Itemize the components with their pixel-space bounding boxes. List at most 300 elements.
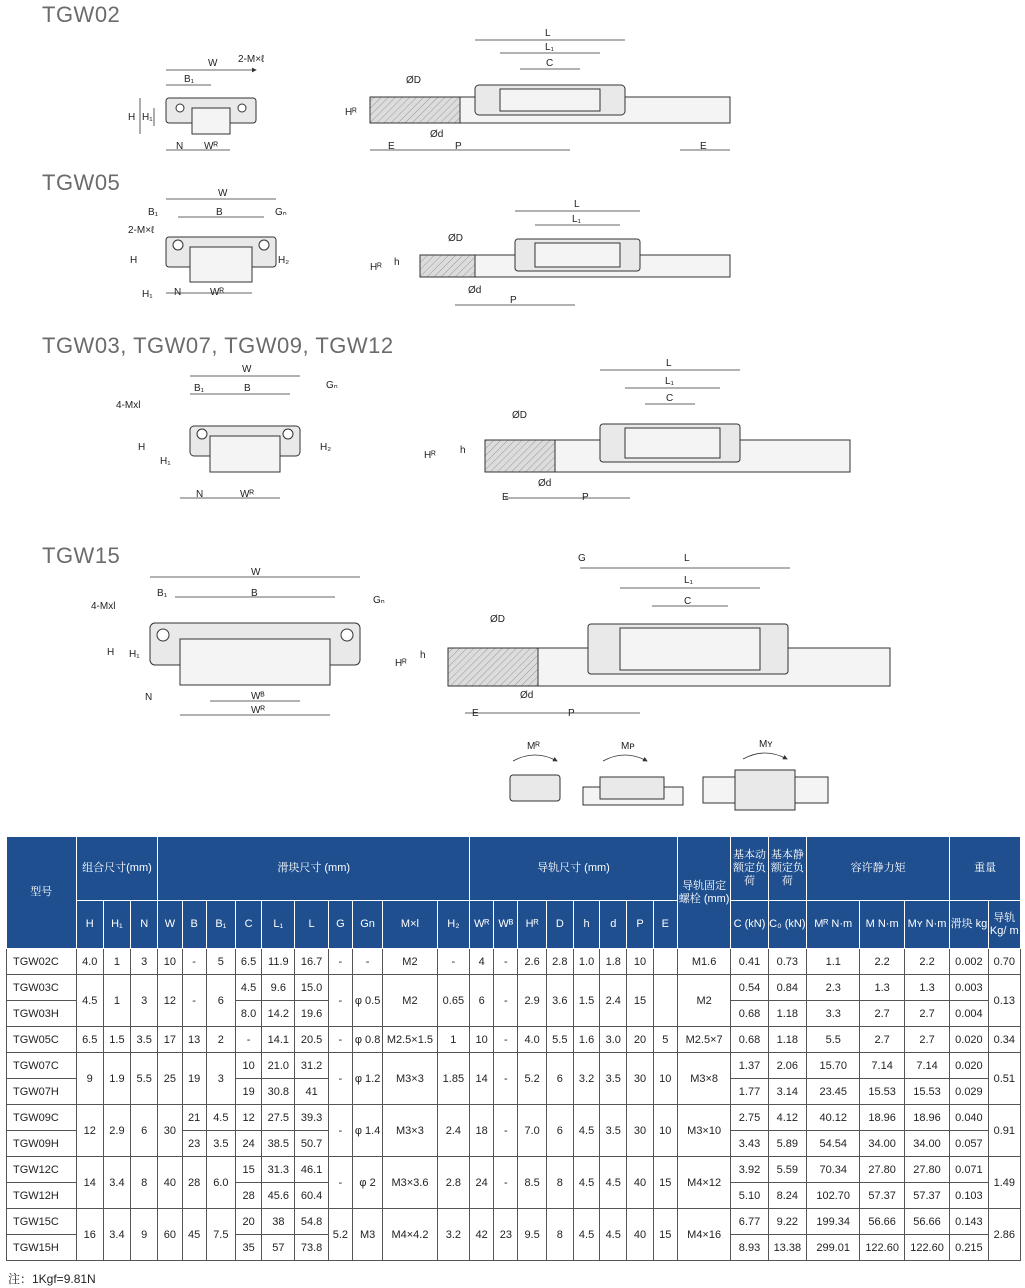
table-cell: 3.2 <box>437 1209 469 1261</box>
tgw03-B: B <box>244 383 251 394</box>
th-rail: 导轨尺寸 (mm) <box>470 837 678 901</box>
th-dyn: 基本动额定负荷 <box>731 837 768 901</box>
table-row <box>7 1027 1021 1053</box>
tgw15-N: N <box>145 692 153 703</box>
tgw05-side-L1: L₁ <box>572 214 581 225</box>
dim-H: H <box>128 112 136 123</box>
table-cell: 24 <box>235 1131 261 1157</box>
table-cell: M3×8 <box>677 1053 730 1105</box>
table-cell: 9.22 <box>768 1209 806 1235</box>
tgw03-side-HR: Hᴿ <box>424 450 436 461</box>
table-cell: 8 <box>546 1209 573 1261</box>
table-cell: 3.5 <box>600 1105 627 1157</box>
table-cell: 10 <box>653 1105 677 1157</box>
table-cell: 6 <box>546 1053 573 1105</box>
tgw03-WR: Wᴿ <box>240 489 254 500</box>
table-cell: 9.6 <box>262 975 295 1001</box>
table-cell: 0.54 <box>731 975 768 1001</box>
table-cell: 60 <box>158 1209 182 1261</box>
th-rail-kg: 导轨 Kg/ m <box>988 901 1020 949</box>
table-cell: 25 <box>158 1053 182 1105</box>
tgw05-front-drawing <box>120 185 300 310</box>
subheader-row <box>7 901 1021 949</box>
tgw15-side-L1: L₁ <box>684 575 693 586</box>
tgw05-side-drawing <box>360 195 740 315</box>
table-cell: 56.66 <box>860 1209 904 1235</box>
dim-W: W <box>208 58 218 69</box>
table-cell: 35 <box>235 1235 261 1261</box>
tgw15-side-drawing <box>390 548 900 723</box>
tgw15-H1: H₁ <box>129 649 140 660</box>
table-cell: 20.5 <box>295 1027 328 1053</box>
table-cell: φ 0.5 <box>352 975 382 1027</box>
table-cell: TGW05C <box>7 1027 77 1053</box>
table-cell: 21 <box>182 1105 206 1131</box>
tgw03-B1: B₁ <box>194 383 205 394</box>
table-cell: 40 <box>627 1157 653 1209</box>
tgw15-front-drawing <box>85 565 385 725</box>
table-cell: 2.7 <box>904 1027 949 1053</box>
table-cell: 21.0 <box>262 1053 295 1079</box>
table-cell: - <box>494 1053 518 1105</box>
table-cell: 40 <box>627 1209 653 1261</box>
table-cell: 28 <box>235 1183 261 1209</box>
th-moment: 容许静力矩 <box>807 837 950 901</box>
table-cell: 8.93 <box>731 1235 768 1261</box>
tgw03-side-h: h <box>460 445 466 456</box>
table-cell: 14.2 <box>262 1001 295 1027</box>
table-cell: 23 <box>494 1209 518 1261</box>
table-cell: 14 <box>470 1053 494 1105</box>
table-cell: 17 <box>158 1027 182 1053</box>
table-cell: 299.01 <box>807 1235 860 1261</box>
table-cell: 1.0 <box>573 949 599 975</box>
tgw15-side-L: L <box>684 553 690 564</box>
tgw15-side-HR: Hᴿ <box>395 658 407 669</box>
section-title-tgw03: TGW03, TGW07, TGW09, TGW12 <box>42 333 394 358</box>
table-cell: 54.8 <box>295 1209 328 1235</box>
table-row <box>7 1105 1021 1131</box>
tgw15-W: W <box>251 567 261 578</box>
table-cell: - <box>352 949 382 975</box>
table-cell: 20 <box>235 1209 261 1235</box>
th-Ck: C (kN) <box>731 901 768 949</box>
table-cell: 30.8 <box>262 1079 295 1105</box>
tgw15-side-E: E <box>472 708 479 719</box>
tgw05-H: H <box>130 255 138 266</box>
table-cell <box>653 975 677 1027</box>
table-cell: 70.34 <box>807 1157 860 1183</box>
table-cell: 40.12 <box>807 1105 860 1131</box>
table-cell: 15.53 <box>904 1079 949 1105</box>
table-cell: 12 <box>158 975 182 1027</box>
table-cell: φ 1.2 <box>352 1053 382 1105</box>
th-bolt: 导轨固定螺栓 (mm) <box>677 837 730 949</box>
table-cell: - <box>328 1053 352 1105</box>
table-cell: 14 <box>76 1157 103 1209</box>
tgw05-WR: Wᴿ <box>210 287 224 298</box>
table-cell: 12 <box>76 1105 103 1157</box>
table-cell: 0.020 <box>950 1027 988 1053</box>
table-cell: 3.0 <box>600 1027 627 1053</box>
table-cell: 5 <box>206 949 235 975</box>
table-row <box>7 1157 1021 1183</box>
dim-2Ml: 2-M×ℓ <box>238 54 265 65</box>
table-cell: 14.1 <box>262 1027 295 1053</box>
th-assembly: 组合尺寸(mm) <box>76 837 158 901</box>
table-cell: 3.92 <box>731 1157 768 1183</box>
table-cell: 4.5 <box>76 975 103 1027</box>
tgw05-side-L: L <box>574 199 580 210</box>
tgw05-side-D: ØD <box>448 233 463 244</box>
table-cell: 0.003 <box>950 975 988 1001</box>
table-cell: M3×3 <box>383 1053 437 1105</box>
table-cell: TGW15C <box>7 1209 77 1235</box>
table-cell: - <box>328 1027 352 1053</box>
table-cell: TGW12H <box>7 1183 77 1209</box>
table-cell: 0.91 <box>988 1105 1020 1157</box>
th-MR: Mᴿ N·m <box>807 901 860 949</box>
table-cell: φ 2 <box>352 1157 382 1209</box>
table-cell: 2.4 <box>600 975 627 1027</box>
th-P: P <box>627 901 653 949</box>
table-cell: 4.5 <box>206 1105 235 1131</box>
table-cell: 2.7 <box>860 1027 904 1053</box>
side-P: P <box>455 141 462 152</box>
table-cell: 1.3 <box>904 975 949 1001</box>
th-MY: Mʏ N·m <box>904 901 949 949</box>
tgw15-side-h: h <box>420 650 426 661</box>
table-cell: 5 <box>653 1027 677 1053</box>
tgw05-Ml: 2-M×ℓ <box>128 225 155 236</box>
th-B: B <box>182 901 206 949</box>
table-cell: 57.37 <box>860 1183 904 1209</box>
tgw03-Gn: Gₙ <box>326 380 338 391</box>
table-cell: TGW07H <box>7 1079 77 1105</box>
table-cell: 19 <box>235 1079 261 1105</box>
table-cell: M3×3 <box>383 1105 437 1157</box>
table-cell: 2.06 <box>768 1053 806 1079</box>
th-stat: 基本静额定负荷 <box>768 837 806 901</box>
table-cell: 60.4 <box>295 1183 328 1209</box>
table-cell: 2.9 <box>518 975 546 1027</box>
table-cell: M2.5×1.5 <box>383 1027 437 1053</box>
table-cell: 6 <box>546 1105 573 1157</box>
table-cell: 0.73 <box>768 949 806 975</box>
table-row <box>7 1209 1021 1235</box>
section-title-tgw02: TGW02 <box>42 2 121 27</box>
tgw15-side-P: P <box>568 708 575 719</box>
table-cell: 2.6 <box>518 949 546 975</box>
table-cell: M2 <box>383 949 437 975</box>
table-cell: 122.60 <box>904 1235 949 1261</box>
table-cell: 9 <box>131 1209 158 1261</box>
table-cell: 3.3 <box>807 1001 860 1027</box>
tgw03-front-drawing <box>110 358 350 508</box>
table-cell: TGW02C <box>7 949 77 975</box>
table-cell: 6.5 <box>76 1027 103 1053</box>
tgw15-side-D: ØD <box>490 614 505 625</box>
table-cell: 1 <box>103 975 130 1027</box>
table-cell: 4.0 <box>518 1027 546 1053</box>
table-cell: 0.41 <box>731 949 768 975</box>
tgw02-side-drawing <box>340 25 740 160</box>
table-cell <box>653 949 677 975</box>
dim-N: N <box>176 141 184 152</box>
table-cell: 40 <box>158 1157 182 1209</box>
table-cell: M4×4.2 <box>383 1209 437 1261</box>
side-L: L <box>545 28 551 39</box>
table-cell: 5.59 <box>768 1157 806 1183</box>
th-C0k: C₀ (kN) <box>768 901 806 949</box>
table-cell: 3.14 <box>768 1079 806 1105</box>
th-block: 滑块尺寸 (mm) <box>158 837 470 901</box>
table-cell: 5.10 <box>731 1183 768 1209</box>
table-cell: φ 0.8 <box>352 1027 382 1053</box>
table-cell: M4×16 <box>677 1209 730 1261</box>
table-cell: 5.2 <box>328 1209 352 1261</box>
table-cell: 102.70 <box>807 1183 860 1209</box>
tgw03-side-E: E <box>502 492 509 503</box>
table-cell: 20 <box>627 1027 653 1053</box>
table-cell: 13.38 <box>768 1235 806 1261</box>
table-cell: 2.3 <box>807 975 860 1001</box>
table-cell: 10 <box>470 1027 494 1053</box>
th-Mxl: M×l <box>383 901 437 949</box>
table-cell: TGW15H <box>7 1235 77 1261</box>
table-cell: 2.9 <box>103 1105 130 1157</box>
table-cell: - <box>494 1027 518 1053</box>
table-cell: - <box>494 1157 518 1209</box>
table-cell: 6 <box>206 975 235 1027</box>
table-cell: 45.6 <box>262 1183 295 1209</box>
table-cell: 28 <box>182 1157 206 1209</box>
tgw05-side-HR: Hᴿ <box>370 262 382 273</box>
table-cell: M3×3.6 <box>383 1157 437 1209</box>
table-cell: 16 <box>76 1209 103 1261</box>
tgw05-H2: H₂ <box>278 255 290 266</box>
table-cell: 15.0 <box>295 975 328 1001</box>
table-cell: - <box>437 949 469 975</box>
tgw03-side-P: P <box>582 492 589 503</box>
table-cell: M3 <box>352 1209 382 1261</box>
tgw15-Gn: Gₙ <box>373 595 385 606</box>
tgw05-side-d: Ød <box>468 285 482 296</box>
table-cell: 8.5 <box>518 1157 546 1209</box>
table-cell: 2.8 <box>546 949 573 975</box>
table-cell: 15.70 <box>807 1053 860 1079</box>
table-cell: 56.66 <box>904 1209 949 1235</box>
th-W: W <box>158 901 182 949</box>
tgw05-Gn: Gₙ <box>275 207 287 218</box>
side-E2: E <box>700 141 707 152</box>
table-cell: 3.5 <box>131 1027 158 1053</box>
table-cell: 4.5 <box>235 975 261 1001</box>
table-cell: 0.004 <box>950 1001 988 1027</box>
table-cell: 10 <box>653 1053 677 1105</box>
table-cell: - <box>328 949 352 975</box>
table-cell: 4.0 <box>76 949 103 975</box>
tgw15-H: H <box>107 647 115 658</box>
table-cell: 41 <box>295 1079 328 1105</box>
table-cell: 11.9 <box>262 949 295 975</box>
table-cell: TGW09C <box>7 1105 77 1131</box>
table-cell: 18.96 <box>904 1105 949 1131</box>
table-cell: 0.68 <box>731 1001 768 1027</box>
tgw15-side-G: G <box>578 553 586 564</box>
th-MP: M N·m <box>860 901 904 949</box>
table-cell: - <box>328 1105 352 1157</box>
table-cell: 1.18 <box>768 1027 806 1053</box>
table-cell: 0.51 <box>988 1053 1020 1105</box>
table-cell: 54.54 <box>807 1131 860 1157</box>
table-cell: 38 <box>262 1209 295 1235</box>
table-cell: 34.00 <box>860 1131 904 1157</box>
table-cell: 1.49 <box>988 1157 1020 1209</box>
table-cell: 0.68 <box>731 1027 768 1053</box>
table-cell: 10 <box>158 949 182 975</box>
table-cell: M2 <box>383 975 437 1027</box>
table-cell: 8.0 <box>235 1001 261 1027</box>
table-cell: 38.5 <box>262 1131 295 1157</box>
table-cell: 2.2 <box>860 949 904 975</box>
table-cell: 1.37 <box>731 1053 768 1079</box>
tgw03-H2: H₂ <box>320 442 332 453</box>
table-cell: 30 <box>158 1105 182 1157</box>
table-cell: M4×12 <box>677 1157 730 1209</box>
table-cell: 4.5 <box>600 1209 627 1261</box>
th-Gn: Gn <box>352 901 382 949</box>
table-cell: 19.6 <box>295 1001 328 1027</box>
table-cell: 3.4 <box>103 1157 130 1209</box>
table-cell: 4 <box>470 949 494 975</box>
table-cell: 57 <box>262 1235 295 1261</box>
table-cell: 27.5 <box>262 1105 295 1131</box>
table-cell: 7.14 <box>904 1053 949 1079</box>
tgw15-side-d: Ød <box>520 690 534 701</box>
table-cell: 8 <box>131 1157 158 1209</box>
tgw05-H1: H₁ <box>142 289 153 300</box>
table-cell: 2.8 <box>437 1157 469 1209</box>
th-block-kg: 滑块 kg <box>950 901 988 949</box>
table-cell: 2.86 <box>988 1209 1020 1261</box>
table-cell: 3.5 <box>206 1131 235 1157</box>
table-cell: 6.5 <box>235 949 261 975</box>
table-cell: 2.4 <box>437 1105 469 1157</box>
table-cell: TGW03C <box>7 975 77 1001</box>
tgw03-side-L1: L₁ <box>665 376 674 387</box>
table-cell: 3 <box>131 949 158 975</box>
th-d: d <box>600 901 627 949</box>
tgw05-B: B <box>216 207 223 218</box>
side-L1: L₁ <box>545 42 554 53</box>
table-cell: 4.5 <box>573 1157 599 1209</box>
table-cell: 1.6 <box>573 1027 599 1053</box>
th-E: E <box>653 901 677 949</box>
th-WR: Wᴿ <box>470 901 494 949</box>
table-cell: 15 <box>235 1157 261 1183</box>
table-cell: 8 <box>546 1157 573 1209</box>
th-WB: Wᴮ <box>494 901 518 949</box>
table-cell: 10 <box>627 949 653 975</box>
th-L: L <box>295 901 328 949</box>
table-cell: 4.5 <box>573 1105 599 1157</box>
spec-body <box>7 949 1021 1261</box>
table-cell: 0.143 <box>950 1209 988 1235</box>
table-cell: 15 <box>653 1157 677 1209</box>
table-cell: 4.12 <box>768 1105 806 1131</box>
moment-MP: Mᴘ <box>621 741 635 752</box>
dim-H1: H₁ <box>142 112 153 123</box>
table-cell: 16.7 <box>295 949 328 975</box>
table-cell: 27.80 <box>860 1157 904 1183</box>
table-cell: - <box>328 1157 352 1209</box>
table-cell: - <box>494 975 518 1027</box>
table-row <box>7 1053 1021 1079</box>
table-cell: - <box>494 1105 518 1157</box>
tgw03-H: H <box>138 442 146 453</box>
table-cell: 7.0 <box>518 1105 546 1157</box>
side-E: E <box>388 141 395 152</box>
table-cell: - <box>182 949 206 975</box>
table-cell: 0.057 <box>950 1131 988 1157</box>
table-cell: 0.70 <box>988 949 1020 975</box>
tgw03-side-L: L <box>666 358 672 369</box>
table-cell: - <box>328 975 352 1027</box>
th-weight: 重量 <box>950 837 1021 901</box>
table-cell: 6.0 <box>206 1157 235 1209</box>
table-cell: 12 <box>235 1105 261 1131</box>
table-cell: φ 1.4 <box>352 1105 382 1157</box>
table-cell: TGW09H <box>7 1131 77 1157</box>
table-cell: 23 <box>182 1131 206 1157</box>
table-cell: 23.45 <box>807 1079 860 1105</box>
tgw03-side-d: Ød <box>538 478 552 489</box>
tgw15-Ml: 4-Mxl <box>91 601 116 612</box>
table-cell: TGW03H <box>7 1001 77 1027</box>
th-N: N <box>131 901 158 949</box>
table-cell: 2 <box>206 1027 235 1053</box>
table-cell: 57.37 <box>904 1183 949 1209</box>
table-cell: 7.14 <box>860 1053 904 1079</box>
tgw02-front-drawing <box>120 50 290 160</box>
tgw15-WB: Wᴮ <box>251 691 265 702</box>
table-cell: 3.5 <box>600 1053 627 1105</box>
table-cell: 2.7 <box>860 1001 904 1027</box>
tgw03-side-D: ØD <box>512 410 527 421</box>
table-cell: 2.75 <box>731 1105 768 1131</box>
th-G: G <box>328 901 352 949</box>
table-cell: 2.2 <box>904 949 949 975</box>
table-cell: M3×10 <box>677 1105 730 1157</box>
table-cell: 6 <box>470 975 494 1027</box>
table-cell: 6.77 <box>731 1209 768 1235</box>
tgw03-W: W <box>242 364 252 375</box>
table-cell: 10 <box>235 1053 261 1079</box>
table-row <box>7 975 1021 1001</box>
tgw03-N: N <box>196 489 204 500</box>
section-title-tgw05: TGW05 <box>42 170 121 195</box>
table-cell: 1.5 <box>103 1027 130 1053</box>
table-cell: 18 <box>470 1105 494 1157</box>
table-cell: 3.2 <box>573 1053 599 1105</box>
tgw05-side-h: h <box>394 257 400 268</box>
table-cell: 122.60 <box>860 1235 904 1261</box>
th-HR: Hᴿ <box>518 901 546 949</box>
th-h: h <box>573 901 599 949</box>
tgw05-N: N <box>174 287 182 298</box>
tgw03-side-drawing <box>420 358 860 513</box>
